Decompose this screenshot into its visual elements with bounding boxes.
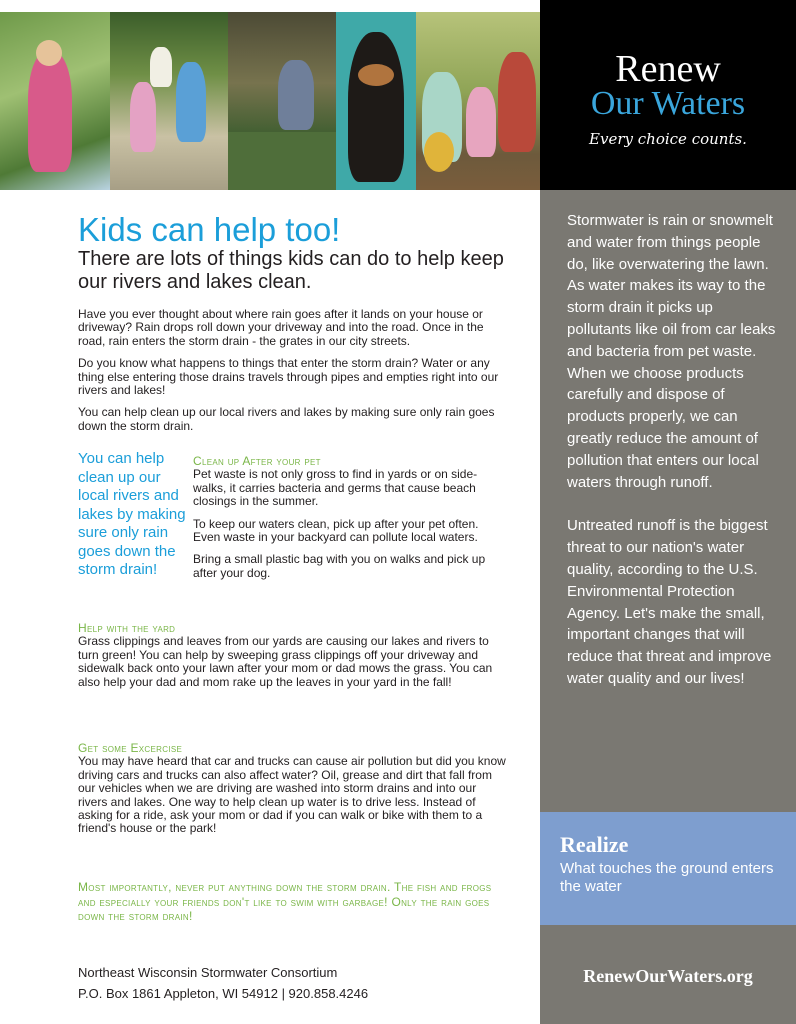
pet-paragraph: To keep our waters clean, pick up after your pet often. Even waste in your backyard can pollute local waters. (193, 516, 479, 545)
photo-figure (28, 52, 72, 172)
photo-dog-with-leash (336, 12, 416, 190)
sidebar-paragraph-runoff: Untreated runoff is the biggest threat to our nation's water quality, according to the U.S. Environmental Protection Agency. Let's make the small, important changes that will reduce that threat and improve water quality and our lives! (567, 517, 772, 687)
brand-logo-block (540, 0, 796, 190)
photo-figure-head (36, 40, 62, 66)
page-title: Kids can help too! (78, 211, 341, 248)
pull-quote: You can help clean up our local rivers and lakes by making sure only rain goes down the storm drain! (78, 450, 186, 578)
exercise-text: You may have heard that car and trucks can cause air pollution but did you know driving cars and trucks can also affect water? Oil, grease and dirt that fall from our vehicles when we are driving are washed into storm drains and into our rivers and lakes. One way to help clean up water is to drive less. Instead of asking for a ride, ask your mom or dad if you can walk or bike with them to a friend's house or the park! (78, 754, 506, 836)
pet-heading: Clean up After your pet (193, 454, 321, 468)
intro-paragraph: Do you know what happens to things that enter the storm drain? Water or any thing else entering those drains travels through pipes and empties right into our rivers and lakes! (78, 356, 499, 398)
footer-address: P.O. Box 1861 Appleton, WI 54912 | 920.858.4246 (78, 986, 369, 1001)
photo-girl-splashing (0, 12, 110, 190)
header-top-margin (0, 0, 540, 12)
exercise-section (78, 742, 508, 836)
intro-section (78, 308, 508, 442)
sidebar-text (567, 210, 777, 712)
photo-figure (278, 60, 314, 130)
intro-paragraph: You can help clean up our local rivers and lakes by making sure only rain goes down the storm drain. (78, 405, 495, 433)
photo-dog (348, 32, 404, 182)
photo-grass (228, 132, 336, 190)
photo-figure (150, 47, 172, 87)
pet-section (193, 455, 508, 589)
yard-section (78, 622, 508, 689)
important-note: Most importantly, never put anything down the storm drain. The fish and frogs and especially your friends don't like to swim with garbage! Only the rain goes down the storm drain! (78, 880, 492, 923)
photo-boy-at-stream (228, 12, 336, 190)
photo-grandparents-gardening (416, 12, 540, 190)
realize-text: What touches the ground enters the water (560, 860, 774, 895)
footer-organization: Northeast Wisconsin Stormwater Consortium (78, 965, 338, 980)
photo-figure (466, 87, 496, 157)
intro-paragraph: Have you ever thought about where rain goes after it lands on your house or driveway? Rain drops roll down your driveway and into the road. Once in the road, rain enters the storm drain - the grates in our city streets. (78, 307, 484, 348)
photo-flowers (424, 132, 454, 172)
brand-name-line2: Our Waters (590, 85, 746, 122)
brand-tagline: Every choice counts. (589, 130, 747, 148)
photo-figure (498, 52, 536, 152)
yard-heading: Help with the yard (78, 621, 176, 635)
website-link[interactable]: RenewOurWaters.org (583, 966, 753, 986)
photo-figure (130, 82, 156, 152)
photo-dog-face (358, 64, 394, 86)
yard-text: Grass clippings and leaves from our yards are causing our lakes and rivers to turn green! You can help by sweeping grass clippings off your driveway and sidewalk back onto your lawn after your mom or dad mows the grass. You can also help your dad and mom rake up the leaves in your yard in the fall! (78, 634, 493, 689)
pet-paragraph: Pet waste is not only gross to find in yards or on side-walks, it carries bacteria and germs that cause beach closings in the summer. (193, 467, 478, 509)
brand-name-line1: Renew (615, 48, 721, 90)
photo-figure (176, 62, 206, 142)
sidebar-paragraph-stormwater: Stormwater is rain or snowmelt and water from things people do, like overwatering the lawn. As water makes its way to the storm drain it picks up pollutants like oil from car leaks and bacteria from pet waste. When we choose products carefully and dispose of products properly, we can greatly reduce the amount of pollution that enters our local waters through runoff. (567, 212, 776, 491)
page-subtitle: There are lots of things kids can do to help keep our rivers and lakes clean. (78, 248, 504, 293)
exercise-heading: Get some Excercise (78, 741, 183, 755)
realize-title: Realize (560, 832, 629, 857)
pet-paragraph: Bring a small plastic bag with you on walks and pick up after your dog. (193, 552, 486, 580)
realize-box (540, 812, 796, 925)
photo-family-biking (110, 12, 228, 190)
